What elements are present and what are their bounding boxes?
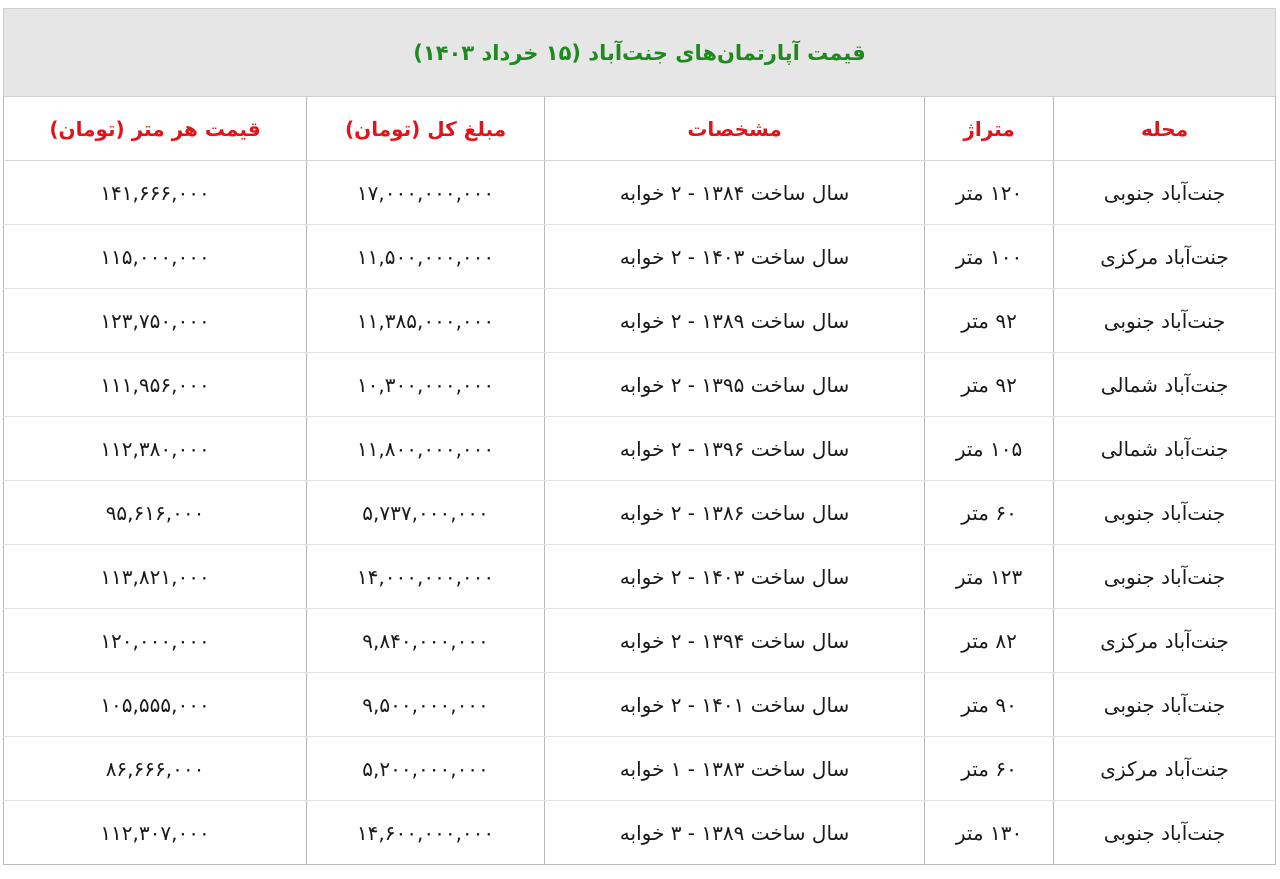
table-row: [4, 289, 1276, 353]
cell-price-per-meter: ۸۶,۶۶۶,۰۰۰: [4, 737, 307, 801]
cell-price-per-meter: ۱۱۲,۳۰۷,۰۰۰: [4, 801, 307, 865]
cell-area: ۱۰۵ متر: [925, 417, 1054, 481]
cell-neighborhood: جنت‌آباد مرکزی: [1054, 609, 1276, 673]
price-table-container: [3, 8, 1275, 865]
cell-price-per-meter: ۱۱۵,۰۰۰,۰۰۰: [4, 225, 307, 289]
cell-specs: سال ساخت ۱۳۹۶ - ۲ خوابه: [545, 417, 925, 481]
cell-total-price: ۱۴,۰۰۰,۰۰۰,۰۰۰: [307, 545, 545, 609]
cell-neighborhood: جنت‌آباد جنوبی: [1054, 673, 1276, 737]
cell-price-per-meter: ۱۱۱,۹۵۶,۰۰۰: [4, 353, 307, 417]
cell-neighborhood: جنت‌آباد شمالی: [1054, 353, 1276, 417]
table-row: [4, 417, 1276, 481]
cell-total-price: ۵,۷۳۷,۰۰۰,۰۰۰: [307, 481, 545, 545]
cell-specs: سال ساخت ۱۳۸۳ - ۱ خوابه: [545, 737, 925, 801]
cell-total-price: ۹,۸۴۰,۰۰۰,۰۰۰: [307, 609, 545, 673]
cell-neighborhood: جنت‌آباد جنوبی: [1054, 801, 1276, 865]
cell-total-price: ۱۴,۶۰۰,۰۰۰,۰۰۰: [307, 801, 545, 865]
table-row: [4, 353, 1276, 417]
cell-price-per-meter: ۱۴۱,۶۶۶,۰۰۰: [4, 161, 307, 225]
cell-specs: سال ساخت ۱۳۸۴ - ۲ خوابه: [545, 161, 925, 225]
cell-neighborhood: جنت‌آباد جنوبی: [1054, 289, 1276, 353]
table-row: [4, 481, 1276, 545]
cell-specs: سال ساخت ۱۴۰۳ - ۲ خوابه: [545, 545, 925, 609]
cell-neighborhood: جنت‌آباد مرکزی: [1054, 225, 1276, 289]
table-row: [4, 225, 1276, 289]
table-row: [4, 161, 1276, 225]
table-row: [4, 737, 1276, 801]
cell-neighborhood: جنت‌آباد جنوبی: [1054, 545, 1276, 609]
cell-price-per-meter: ۱۲۳,۷۵۰,۰۰۰: [4, 289, 307, 353]
table-row: [4, 673, 1276, 737]
cell-price-per-meter: ۹۵,۶۱۶,۰۰۰: [4, 481, 307, 545]
table-row: [4, 545, 1276, 609]
cell-neighborhood: جنت‌آباد جنوبی: [1054, 161, 1276, 225]
cell-total-price: ۵,۲۰۰,۰۰۰,۰۰۰: [307, 737, 545, 801]
cell-specs: سال ساخت ۱۳۸۹ - ۲ خوابه: [545, 289, 925, 353]
cell-price-per-meter: ۱۱۲,۳۸۰,۰۰۰: [4, 417, 307, 481]
cell-price-per-meter: ۱۱۳,۸۲۱,۰۰۰: [4, 545, 307, 609]
cell-area: ۹۲ متر: [925, 289, 1054, 353]
cell-area: ۱۰۰ متر: [925, 225, 1054, 289]
cell-specs: سال ساخت ۱۳۹۵ - ۲ خوابه: [545, 353, 925, 417]
header-total-price: مبلغ کل (تومان): [307, 97, 545, 161]
cell-specs: سال ساخت ۱۳۸۶ - ۲ خوابه: [545, 481, 925, 545]
header-specs: مشخصات: [545, 97, 925, 161]
cell-area: ۱۲۰ متر: [925, 161, 1054, 225]
table-title: قیمت آپارتمان‌های جنت‌آباد (۱۵ خرداد ۱۴۰۳): [413, 40, 866, 65]
apartment-price-table: [3, 8, 1276, 865]
table-body: [4, 161, 1276, 865]
cell-specs: سال ساخت ۱۳۹۴ - ۲ خوابه: [545, 609, 925, 673]
header-neighborhood: محله: [1054, 97, 1276, 161]
cell-total-price: ۱۰,۳۰۰,۰۰۰,۰۰۰: [307, 353, 545, 417]
cell-specs: سال ساخت ۱۳۸۹ - ۳ خوابه: [545, 801, 925, 865]
cell-total-price: ۱۷,۰۰۰,۰۰۰,۰۰۰: [307, 161, 545, 225]
cell-price-per-meter: ۱۲۰,۰۰۰,۰۰۰: [4, 609, 307, 673]
cell-neighborhood: جنت‌آباد جنوبی: [1054, 481, 1276, 545]
cell-neighborhood: جنت‌آباد شمالی: [1054, 417, 1276, 481]
cell-area: ۱۲۳ متر: [925, 545, 1054, 609]
cell-area: ۱۳۰ متر: [925, 801, 1054, 865]
cell-total-price: ۱۱,۳۸۵,۰۰۰,۰۰۰: [307, 289, 545, 353]
table-title-row: [4, 9, 1276, 97]
cell-total-price: ۱۱,۵۰۰,۰۰۰,۰۰۰: [307, 225, 545, 289]
table-title-cell: [4, 9, 1276, 97]
cell-area: ۹۰ متر: [925, 673, 1054, 737]
cell-area: ۹۲ متر: [925, 353, 1054, 417]
table-row: [4, 801, 1276, 865]
table-header-row: [4, 97, 1276, 161]
header-area: متراژ: [925, 97, 1054, 161]
cell-total-price: ۹,۵۰۰,۰۰۰,۰۰۰: [307, 673, 545, 737]
cell-total-price: ۱۱,۸۰۰,۰۰۰,۰۰۰: [307, 417, 545, 481]
cell-specs: سال ساخت ۱۴۰۱ - ۲ خوابه: [545, 673, 925, 737]
cell-area: ۸۲ متر: [925, 609, 1054, 673]
cell-neighborhood: جنت‌آباد مرکزی: [1054, 737, 1276, 801]
cell-area: ۶۰ متر: [925, 481, 1054, 545]
table-row: [4, 609, 1276, 673]
cell-area: ۶۰ متر: [925, 737, 1054, 801]
header-price-per-meter: قیمت هر متر (تومان): [4, 97, 307, 161]
cell-price-per-meter: ۱۰۵,۵۵۵,۰۰۰: [4, 673, 307, 737]
cell-specs: سال ساخت ۱۴۰۳ - ۲ خوابه: [545, 225, 925, 289]
